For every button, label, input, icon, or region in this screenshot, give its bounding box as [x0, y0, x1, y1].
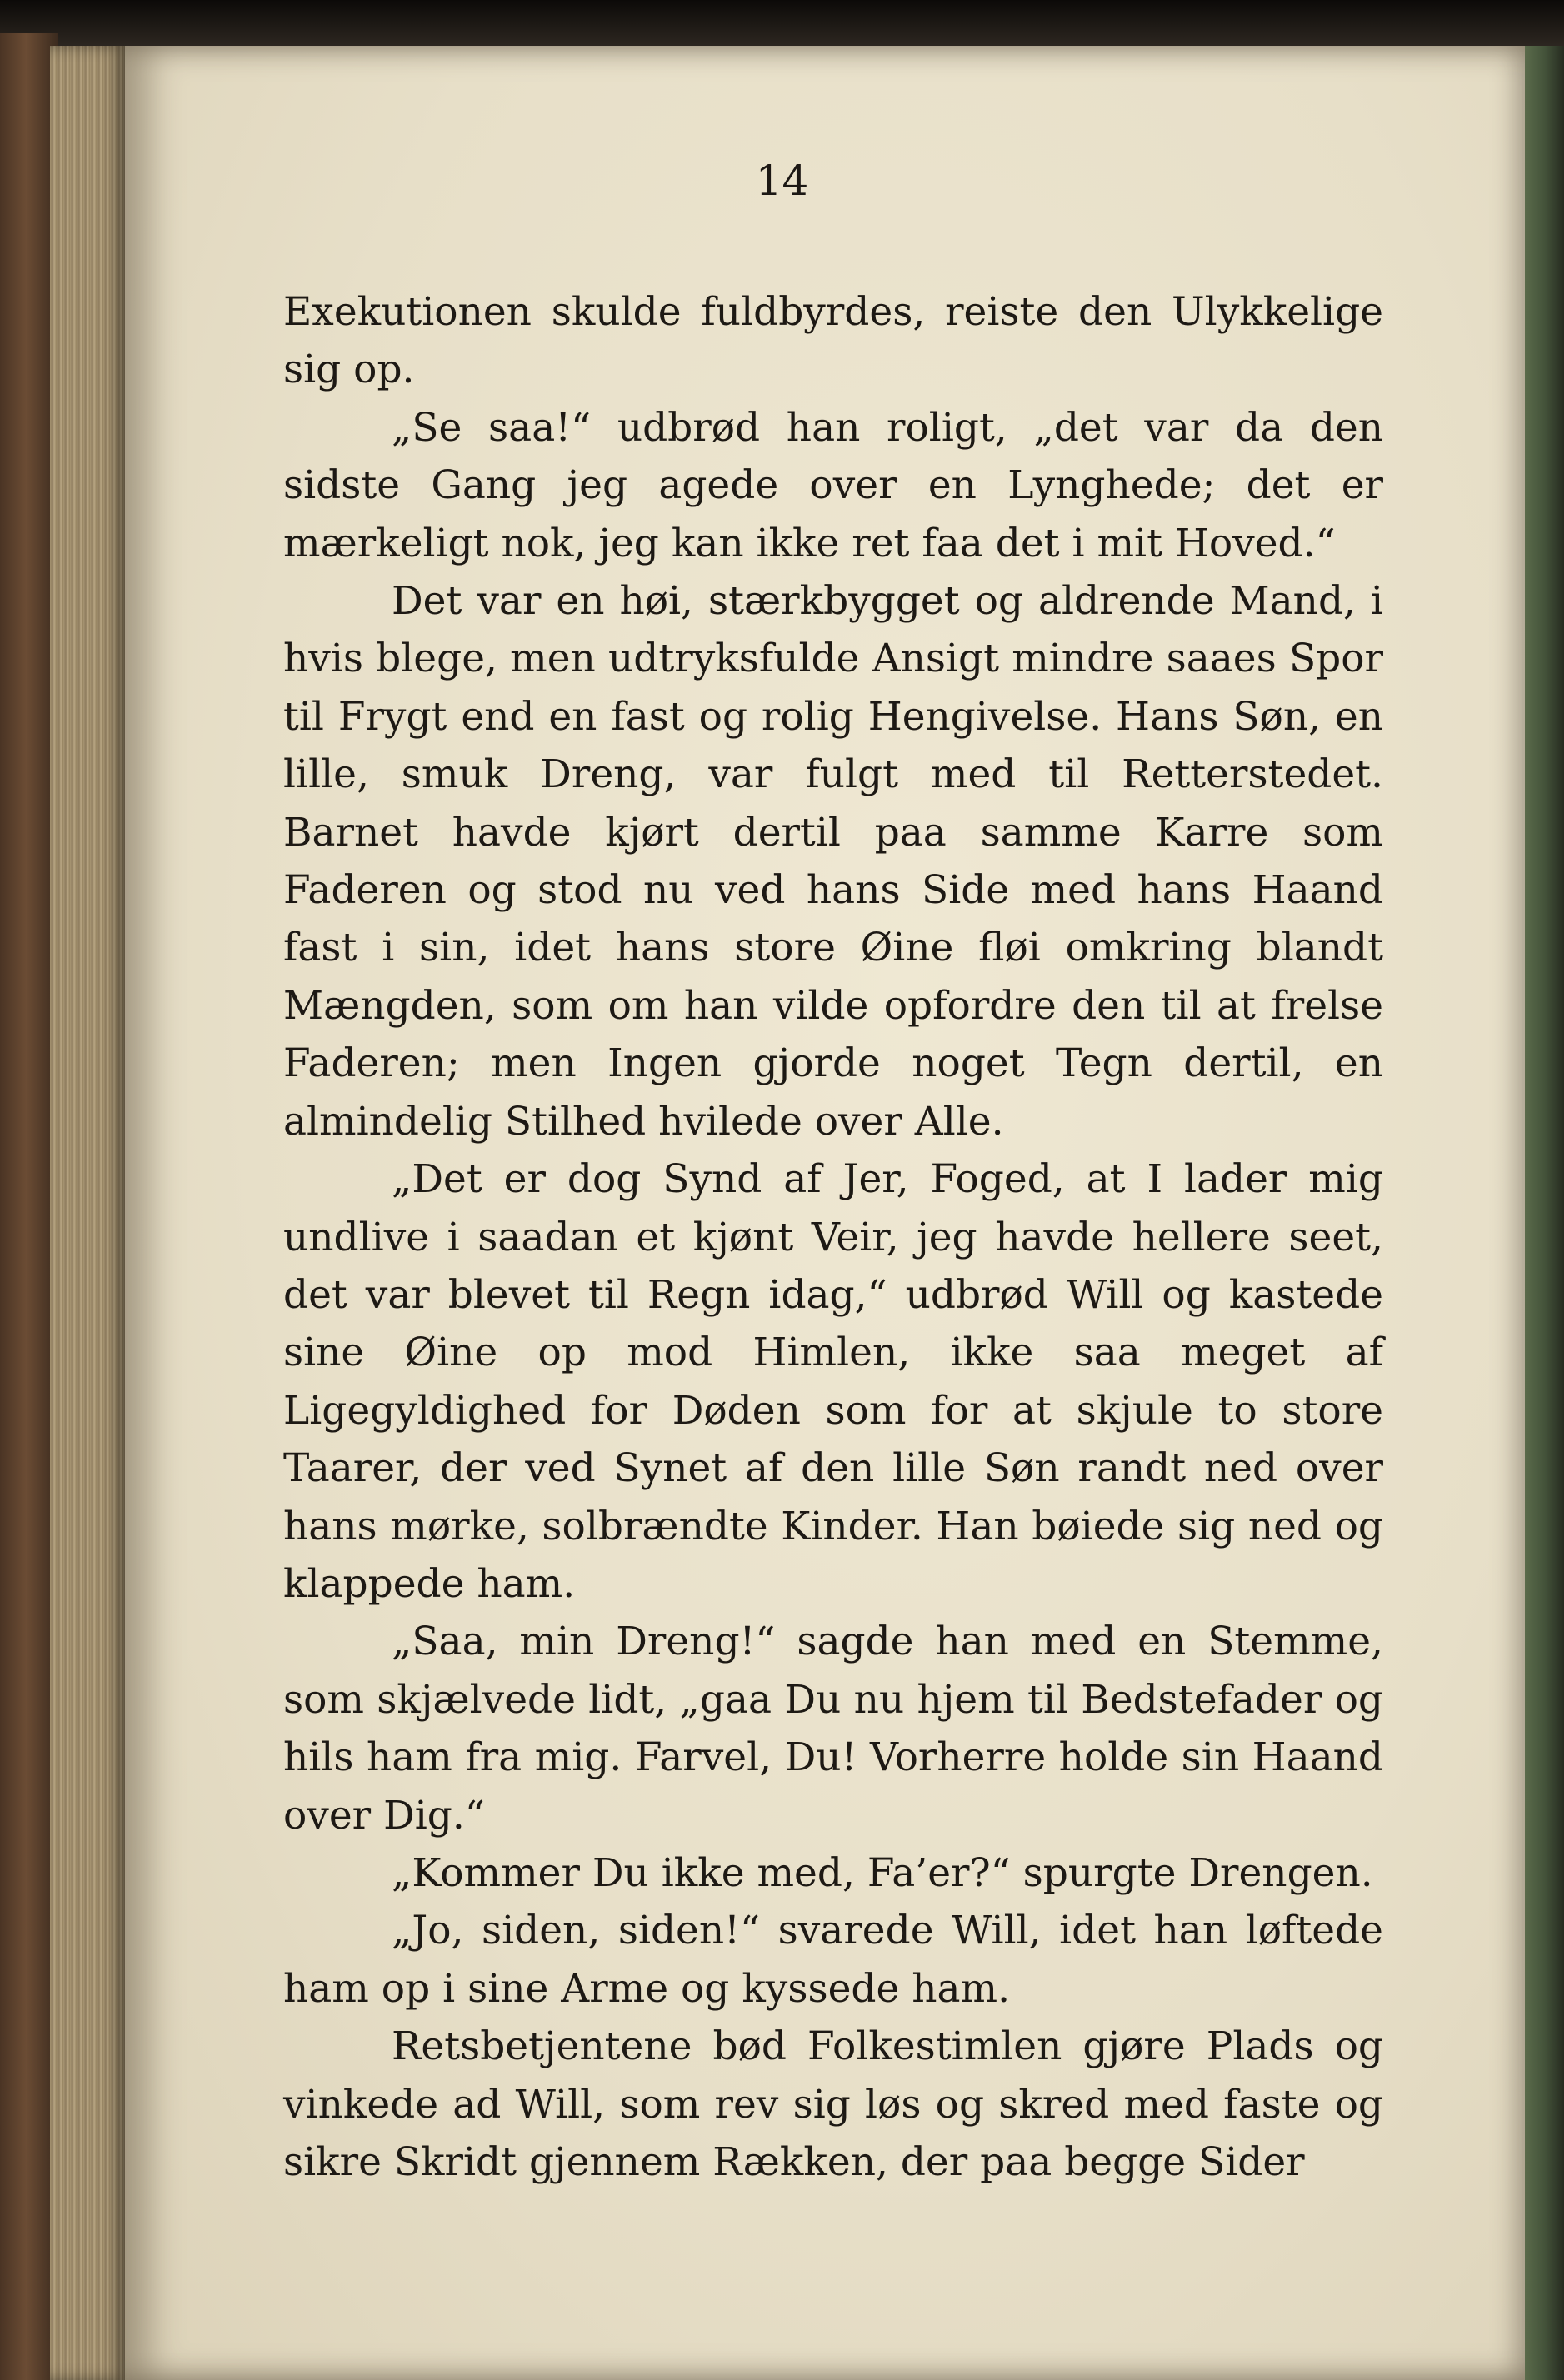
paragraph: Det var en høi, stærkbygget og aldrende Mand, i hvis blege, men udtryksfulde Ansigt mindre saaes Spor til Frygt end en fast og rolig Hengivelse. Hans Søn, en lille, smuk Dreng, var fulgt med til Retterstedet. Barnet havde kjørt dertil paa samme Karre som Faderen og stod nu ved hans Side med hans Haand fast i sin, idet hans store Øine fløi omkring blandt Mængden, som om han vilde opfordre den til at frelse Faderen; men Ingen gjorde noget Tegn dertil, en almindelig Stilhed hvilede over Alle. [283, 578, 1383, 1145]
body-text [283, 283, 1383, 2191]
paragraph: „Det er dog Synd af Jer, Foged, at I lader mig undlive i saadan et kjønt Veir, jeg havde hellere seet, det var blevet til Regn idag,“ udbrød Will og kastede sine Øine op mod Himlen, ikke saa meget af Ligegyldighed for Døden som for at skjule to store Taarer, der ved Synet af den lille Søn randt ned over hans mørke, solbrændte Kinder. Han bøiede sig ned og klappede ham. [283, 1156, 1383, 1607]
paragraph: „Jo, siden, siden!“ svarede Will, idet han løftede ham op i sine Arme og kyssede ham. [283, 1908, 1383, 2012]
paragraph: „Se saa!“ udbrød han roligt, „det var da den sidste Gang jeg agede over en Lynghede; det er mærkeligt nok, jeg kan ikke ret faa det i mit Hoved.“ [283, 404, 1383, 566]
page-number: 14 [755, 157, 809, 205]
paragraph: „Saa, min Dreng!“ sagde han med en Stemme, som skjælvede lidt, „gaa Du nu hjem til Bedstefader og hils ham fra mig. Farvel, Du! Vorherre holde sin Haand over Dig.“ [283, 1619, 1383, 1839]
paragraph: Retsbetjentene bød Folkestimlen gjøre Plads og vinkede ad Will, som rev sig løs og skred med faste og sikre Skridt gjennem Rækken, der paa begge Sider [283, 2023, 1383, 2185]
scan-background-top [0, 0, 1564, 46]
scan-background-right [1525, 46, 1564, 2380]
paragraph: „Kommer Du ikke med, Fa’er?“ spurgte Drengen. [392, 1849, 1373, 1896]
paragraph: Exekutionen skulde fuldbyrdes, reiste den Ulykkelige sig op. [283, 289, 1383, 393]
page-edges [50, 46, 129, 2380]
